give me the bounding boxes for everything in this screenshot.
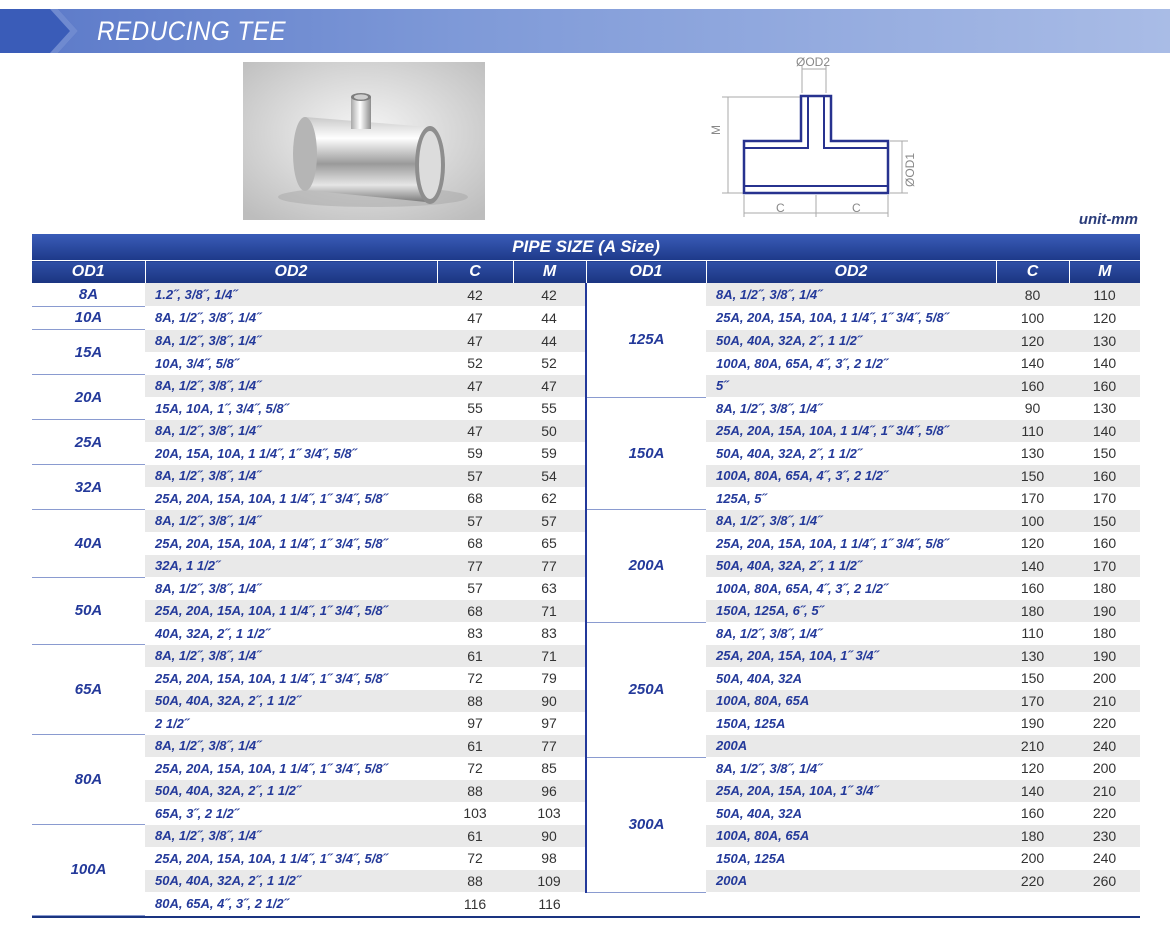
c-value-cell: 160	[1020, 805, 1045, 822]
header-od2-left: OD2	[145, 261, 437, 284]
m-value-cell: 57	[513, 510, 586, 533]
m-value-cell: 220	[1092, 715, 1117, 732]
m-value-cell: 44	[541, 309, 557, 326]
empty-cell	[706, 892, 996, 915]
m-value-cell: 98	[541, 850, 557, 867]
m-value-cell: 79	[541, 670, 557, 687]
c-value-cell: 100	[996, 510, 1069, 533]
c-value-cell: 150	[1020, 670, 1045, 687]
od2-cell: 65A, 3˝, 2 1/2˝	[155, 805, 239, 821]
diagram-m-label: M	[709, 125, 723, 135]
od2-cell: 200A	[706, 735, 996, 758]
c-value-cell: 220	[996, 870, 1069, 893]
m-value-cell: 200	[1092, 760, 1117, 777]
od2-cell: 15A, 10A, 1˝, 3/4˝, 5/8˝	[155, 400, 288, 416]
od1-cell: 50A	[32, 577, 145, 645]
m-value-cell: 260	[1069, 870, 1140, 893]
m-value-cell: 44	[513, 330, 586, 353]
od2-cell: 50A, 40A, 32A, 2˝, 1 1/2˝	[706, 555, 996, 578]
table-row	[32, 622, 1140, 645]
c-value-cell: 190	[1020, 715, 1045, 732]
od2-cell: 10A, 3/4˝, 5/8˝	[155, 355, 239, 371]
od2-cell: 125A, 5˝	[716, 490, 766, 506]
c-value-cell: 57	[437, 510, 513, 533]
od2-cell: 150A, 125A	[716, 715, 786, 731]
od2-cell: 25A, 20A, 15A, 10A, 1 1/4˝, 1˝ 3/4˝, 5/8˝	[155, 850, 387, 866]
c-value-cell: 110	[1021, 625, 1044, 642]
c-value-cell: 150	[996, 465, 1069, 488]
c-value-cell: 200	[1020, 850, 1045, 867]
c-value-cell: 47	[437, 375, 513, 398]
od2-cell: 25A, 20A, 15A, 10A, 1˝ 3/4˝	[706, 645, 996, 668]
c-value-cell: 72	[467, 760, 483, 777]
od2-cell: 1.2˝, 3/8˝, 1/4˝	[145, 283, 437, 306]
empty-cell	[1069, 892, 1140, 915]
c-value-cell: 120	[996, 330, 1069, 353]
od2-cell: 8A, 1/2˝, 3/8˝, 1/4˝	[145, 375, 437, 398]
header-m-right: M	[1069, 261, 1140, 284]
table-bottom-rule	[32, 916, 1140, 918]
c-value-cell: 61	[437, 825, 513, 848]
m-value-cell: 170	[1069, 555, 1140, 578]
od1-cell: 25A	[32, 420, 145, 465]
c-value-cell: 55	[467, 400, 483, 417]
m-value-cell: 180	[1092, 580, 1117, 597]
m-value-cell: 140	[1092, 355, 1117, 372]
c-value-cell: 42	[437, 283, 513, 306]
od2-cell: 8A, 1/2˝, 3/8˝, 1/4˝	[145, 420, 437, 443]
m-value-cell: 210	[1069, 780, 1140, 803]
od2-cell: 100A, 80A, 65A	[706, 825, 996, 848]
table-row	[32, 283, 1140, 306]
product-photo	[243, 62, 485, 220]
m-value-cell: 240	[1069, 735, 1140, 758]
table-row	[32, 892, 1140, 915]
m-value-cell: 150	[1069, 510, 1140, 533]
m-value-cell: 220	[1092, 805, 1117, 822]
m-value-cell: 110	[1069, 283, 1140, 306]
c-value-cell: 140	[996, 555, 1069, 578]
od2-cell: 150A, 125A, 6˝, 5˝	[706, 600, 996, 623]
m-value-cell: 96	[513, 780, 586, 803]
c-value-cell: 180	[996, 825, 1069, 848]
header-od1-right: OD1	[586, 261, 706, 284]
c-value-cell: 61	[437, 735, 513, 758]
unit-label: unit-mm	[1078, 211, 1138, 228]
od2-cell: 50A, 40A, 32A	[716, 805, 802, 821]
od2-cell: 25A, 20A, 15A, 10A, 1 1/4˝, 1˝ 3/4˝, 5/8˝	[155, 490, 387, 506]
od2-cell: 50A, 40A, 32A, 2˝, 1 1/2˝	[145, 690, 437, 713]
od1-cell: 100A	[32, 825, 145, 916]
c-value-cell: 47	[437, 420, 513, 443]
od2-cell: 8A, 1/2˝, 3/8˝, 1/4˝	[716, 625, 822, 641]
od1-cell: 20A	[32, 375, 145, 420]
m-value-cell: 62	[541, 490, 557, 507]
od2-cell: 25A, 20A, 15A, 10A, 1 1/4˝, 1˝ 3/4˝, 5/8˝	[706, 420, 996, 443]
od2-cell: 50A, 40A, 32A	[716, 670, 802, 686]
m-value-cell: 50	[513, 420, 586, 443]
m-value-cell: 90	[513, 690, 586, 713]
m-value-cell: 130	[1069, 330, 1140, 353]
m-value-cell: 210	[1069, 690, 1140, 713]
od2-cell: 8A, 1/2˝, 3/8˝, 1/4˝	[145, 510, 437, 533]
od1-cell: 300A	[586, 757, 706, 892]
pipe-size-table	[32, 234, 1140, 916]
c-value-cell: 103	[463, 805, 487, 822]
od2-cell: 200A	[706, 870, 996, 893]
od2-cell: 8A, 1/2˝, 3/8˝, 1/4˝	[145, 825, 437, 848]
od2-cell: 100A, 80A, 65A	[706, 690, 996, 713]
c-value-cell: 59	[467, 445, 483, 462]
od1-cell: 10A	[32, 306, 145, 330]
od1-cell: 32A	[32, 465, 145, 510]
table-title: PIPE SIZE (A Size)	[32, 234, 1140, 261]
c-value-cell: 120	[1020, 760, 1045, 777]
od2-cell: 20A, 15A, 10A, 1 1/4˝, 1˝ 3/4˝, 5/8˝	[155, 445, 356, 461]
c-value-cell: 170	[996, 690, 1069, 713]
c-value-cell: 160	[996, 375, 1069, 398]
c-value-cell: 140	[1020, 355, 1045, 372]
od2-cell: 8A, 1/2˝, 3/8˝, 1/4˝	[145, 645, 437, 668]
c-value-cell: 180	[996, 600, 1069, 623]
od2-cell: 25A, 20A, 15A, 10A, 1 1/4˝, 1˝ 3/4˝, 5/8˝	[155, 760, 387, 776]
header-c-left: C	[437, 261, 513, 284]
c-value-cell: 210	[996, 735, 1069, 758]
c-value-cell: 88	[437, 870, 513, 893]
c-value-cell: 97	[467, 715, 483, 732]
od2-cell: 25A, 20A, 15A, 10A, 1 1/4˝, 1˝ 3/4˝, 5/8˝	[145, 600, 437, 623]
od2-cell: 8A, 1/2˝, 3/8˝, 1/4˝	[155, 310, 261, 326]
m-value-cell: 120	[1092, 309, 1117, 326]
od2-cell: 8A, 1/2˝, 3/8˝, 1/4˝	[716, 400, 822, 416]
m-value-cell: 97	[541, 715, 557, 732]
m-value-cell: 240	[1092, 850, 1117, 867]
od1-cell: 8A	[32, 283, 145, 306]
od1-cell: 15A	[32, 330, 145, 375]
banner-arrow-icon	[0, 9, 80, 53]
table-row	[32, 397, 1140, 420]
m-value-cell: 77	[513, 735, 586, 758]
page-title: REDUCING TEE	[97, 16, 287, 46]
diagram-od2-label: ØOD2	[796, 55, 831, 69]
header-c-right: C	[996, 261, 1069, 284]
od1-cell: 80A	[32, 735, 145, 825]
od1-cell: 65A	[32, 645, 145, 735]
c-value-cell: 160	[1020, 580, 1045, 597]
c-value-cell: 130	[1020, 445, 1045, 462]
c-value-cell: 170	[1020, 490, 1045, 507]
c-value-cell: 120	[1020, 535, 1045, 552]
m-value-cell: 160	[1092, 535, 1117, 552]
m-value-cell: 109	[513, 870, 586, 893]
od1-cell: 200A	[586, 510, 706, 623]
od2-cell: 150A, 125A	[716, 850, 786, 866]
diagram-c-label-right: C	[852, 201, 861, 215]
empty-cell	[996, 892, 1069, 915]
od2-cell: 25A, 20A, 15A, 10A, 1˝ 3/4˝	[706, 780, 996, 803]
od2-cell: 25A, 20A, 15A, 10A, 1 1/4˝, 1˝ 3/4˝, 5/8˝	[155, 535, 387, 551]
diagram-od1-label: ØOD1	[903, 152, 917, 187]
m-value-cell: 103	[537, 805, 561, 822]
c-value-cell: 68	[467, 535, 483, 552]
m-value-cell: 190	[1069, 645, 1140, 668]
od2-cell: 25A, 20A, 15A, 10A, 1 1/4˝, 1˝ 3/4˝, 5/8˝	[716, 310, 948, 326]
table-row	[32, 757, 1140, 780]
od2-cell: 50A, 40A, 32A, 2˝, 1 1/2˝	[706, 330, 996, 353]
m-value-cell: 160	[1069, 375, 1140, 398]
m-value-cell: 77	[513, 555, 586, 578]
od2-cell: 8A, 1/2˝, 3/8˝, 1/4˝	[145, 465, 437, 488]
od2-cell: 50A, 40A, 32A, 2˝, 1 1/2˝	[145, 870, 437, 893]
m-value-cell: 190	[1069, 600, 1140, 623]
od2-cell: 8A, 1/2˝, 3/8˝, 1/4˝	[706, 510, 996, 533]
m-value-cell: 130	[1092, 400, 1117, 417]
od2-cell: 8A, 1/2˝, 3/8˝, 1/4˝	[716, 760, 822, 776]
od2-cell: 25A, 20A, 15A, 10A, 1 1/4˝, 1˝ 3/4˝, 5/8˝	[155, 670, 387, 686]
c-value-cell: 61	[437, 645, 513, 668]
od1-cell: 150A	[586, 397, 706, 510]
od2-cell: 100A, 80A, 65A, 4˝, 3˝, 2 1/2˝	[716, 580, 888, 596]
m-value-cell: 54	[513, 465, 586, 488]
c-value-cell: 47	[467, 309, 483, 326]
c-value-cell: 83	[467, 625, 483, 642]
od1-cell: 250A	[586, 622, 706, 757]
c-value-cell: 57	[467, 580, 483, 597]
c-value-cell: 80	[996, 283, 1069, 306]
c-value-cell: 88	[437, 780, 513, 803]
c-value-cell: 110	[996, 420, 1069, 443]
od2-cell: 8A, 1/2˝, 3/8˝, 1/4˝	[155, 580, 261, 596]
table-row	[32, 510, 1140, 533]
m-value-cell: 63	[541, 580, 557, 597]
od2-cell: 5˝	[706, 375, 996, 398]
header-od2-right: OD2	[706, 261, 996, 284]
c-value-cell: 68	[437, 600, 513, 623]
od2-cell: 50A, 40A, 32A, 2˝, 1 1/2˝	[716, 445, 862, 461]
m-value-cell: 150	[1092, 445, 1117, 462]
m-value-cell: 59	[541, 445, 557, 462]
diagram-c-label-left: C	[776, 201, 785, 215]
m-value-cell: 71	[513, 600, 586, 623]
title-banner	[0, 9, 1170, 53]
dimension-diagram	[700, 55, 930, 225]
c-value-cell: 72	[467, 850, 483, 867]
m-value-cell: 180	[1092, 625, 1117, 642]
c-value-cell: 130	[996, 645, 1069, 668]
m-value-cell: 71	[513, 645, 586, 668]
c-value-cell: 100	[1020, 309, 1045, 326]
m-value-cell: 230	[1069, 825, 1140, 848]
c-value-cell: 140	[996, 780, 1069, 803]
m-value-cell: 160	[1069, 465, 1140, 488]
c-value-cell: 116	[463, 895, 487, 912]
od2-cell: 32A, 1 1/2˝	[145, 555, 437, 578]
empty-cell	[586, 892, 706, 915]
od2-cell: 25A, 20A, 15A, 10A, 1 1/4˝, 1˝ 3/4˝, 5/8˝	[716, 535, 948, 551]
m-value-cell: 85	[541, 760, 557, 777]
m-value-cell: 83	[541, 625, 557, 642]
c-value-cell: 88	[437, 690, 513, 713]
c-value-cell: 72	[467, 670, 483, 687]
m-value-cell: 65	[541, 535, 557, 552]
od1-cell: 125A	[586, 283, 706, 397]
c-value-cell: 77	[437, 555, 513, 578]
od2-cell: 100A, 80A, 65A, 4˝, 3˝, 2 1/2˝	[706, 465, 996, 488]
od2-cell: 2 1/2˝	[155, 715, 189, 731]
m-value-cell: 200	[1092, 670, 1117, 687]
c-value-cell: 68	[467, 490, 483, 507]
m-value-cell: 90	[513, 825, 586, 848]
m-value-cell: 116	[538, 895, 561, 912]
c-value-cell: 90	[1024, 400, 1041, 417]
m-value-cell: 55	[541, 400, 557, 417]
c-value-cell: 47	[437, 330, 513, 353]
od2-cell: 50A, 40A, 32A, 2˝, 1 1/2˝	[145, 780, 437, 803]
header-m-left: M	[513, 261, 586, 284]
header-od1-left: OD1	[32, 261, 145, 284]
m-value-cell: 52	[541, 355, 557, 372]
od2-cell: 8A, 1/2˝, 3/8˝, 1/4˝	[145, 735, 437, 758]
m-value-cell: 140	[1069, 420, 1140, 443]
od1-cell: 40A	[32, 510, 145, 578]
m-value-cell: 42	[513, 283, 586, 306]
od2-cell: 40A, 32A, 2˝, 1 1/2˝	[155, 625, 270, 641]
od2-cell: 8A, 1/2˝, 3/8˝, 1/4˝	[145, 330, 437, 353]
c-value-cell: 57	[437, 465, 513, 488]
od2-cell: 100A, 80A, 65A, 4˝, 3˝, 2 1/2˝	[716, 355, 888, 371]
od2-cell: 8A, 1/2˝, 3/8˝, 1/4˝	[706, 283, 996, 306]
m-value-cell: 170	[1092, 490, 1117, 507]
od2-cell: 80A, 65A, 4˝, 3˝, 2 1/2˝	[155, 896, 288, 911]
c-value-cell: 52	[467, 355, 483, 372]
m-value-cell: 47	[513, 375, 586, 398]
